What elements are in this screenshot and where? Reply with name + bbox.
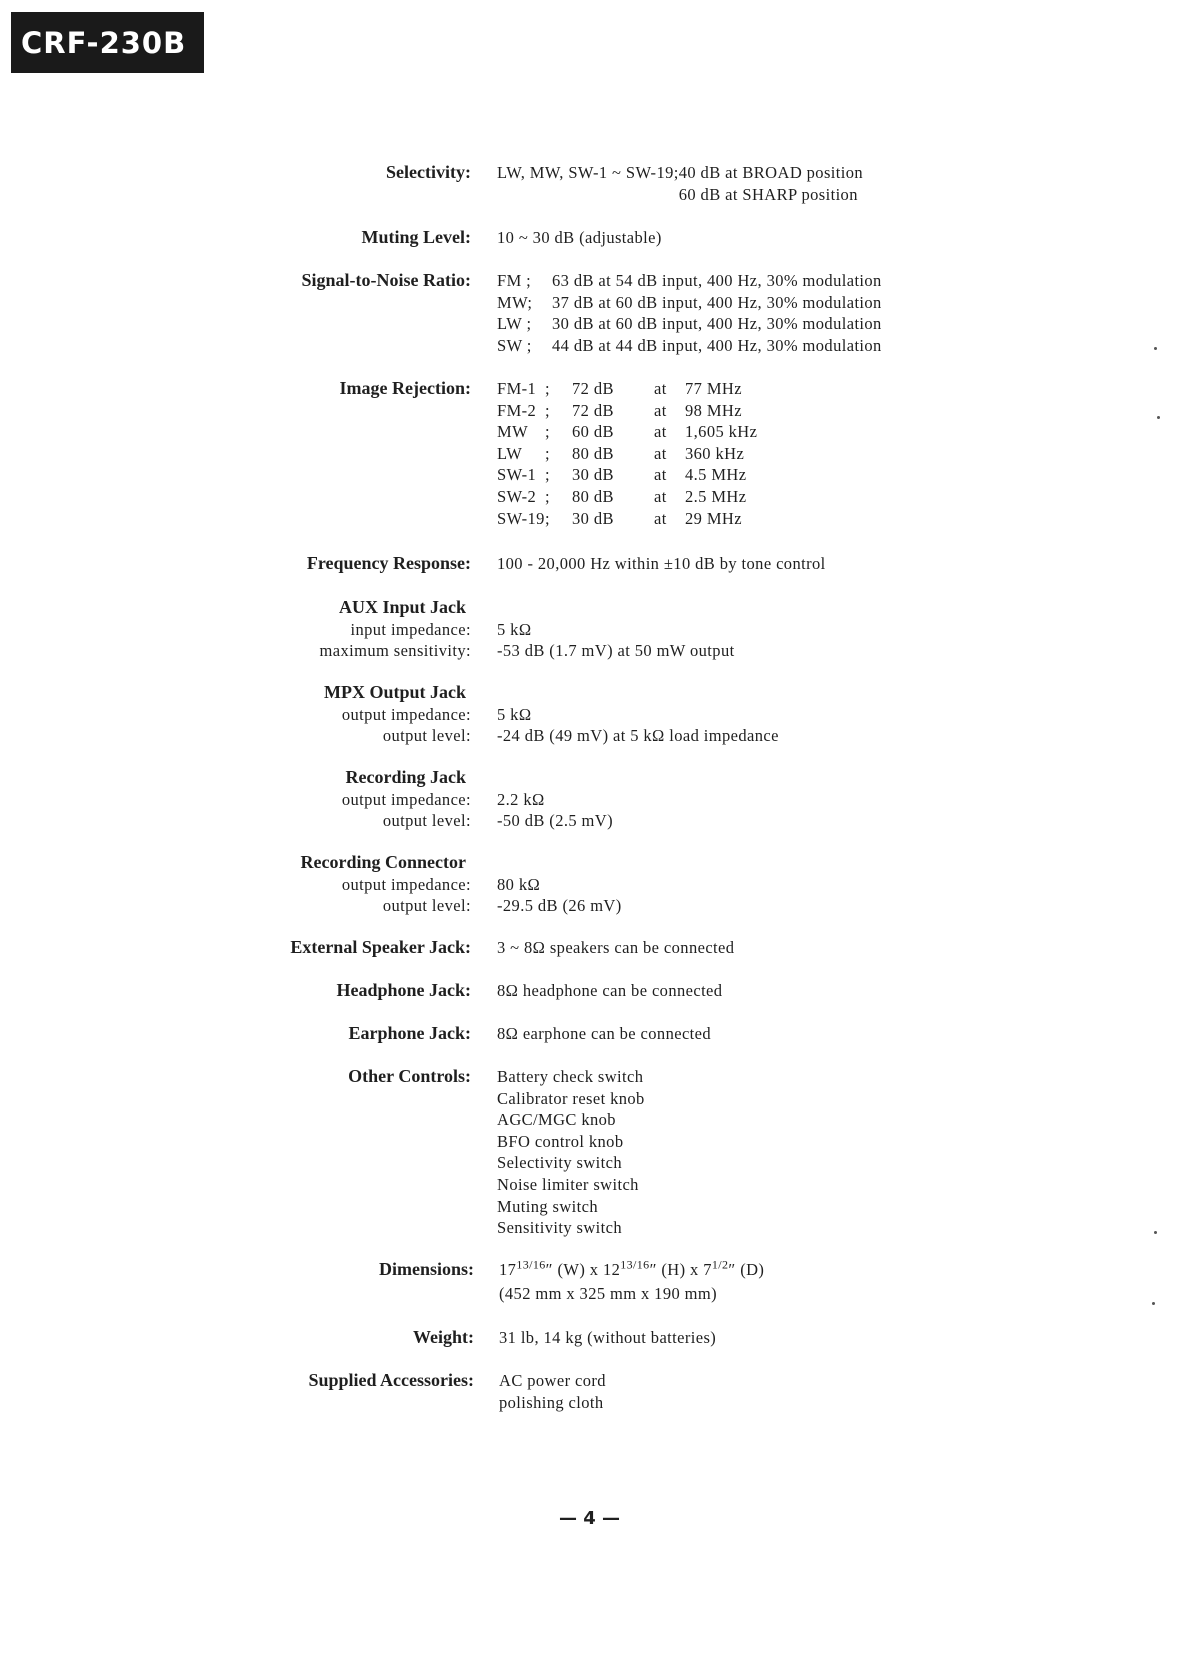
recording-connector-impedance-value: 80 kΩ	[497, 874, 541, 894]
list-item: polishing cloth	[499, 1392, 604, 1412]
recording-jack-impedance-value: 2.2 kΩ	[497, 789, 545, 809]
snr-row: FM ; 63 dB at 54 dB input, 400 Hz, 30% modulation	[497, 271, 882, 290]
headphone-label: Headphone Jack:	[336, 980, 471, 1000]
list-item: Muting switch	[497, 1196, 598, 1216]
scan-speck	[1152, 1302, 1155, 1305]
list-item: AC power cord	[499, 1371, 606, 1390]
weight-value: 31 lb, 14 kg (without batteries)	[499, 1328, 717, 1347]
snr-row: MW; 37 dB at 60 dB input, 400 Hz, 30% modulation	[497, 292, 882, 312]
image-rejection-row: FM-2 ; 72 dB at 98 MHz	[497, 400, 742, 420]
mpx-impedance-value: 5 kΩ	[497, 704, 532, 724]
spec-value	[497, 162, 863, 205]
recording-jack-label: Recording Jack	[345, 767, 466, 787]
list-item: Noise limiter switch	[497, 1174, 639, 1194]
image-rejection-row: SW-19 ; 30 dB at 29 MHz	[497, 508, 742, 528]
page-number: — 4 —	[558, 1508, 621, 1529]
mpx-level-value: -24 dB (49 mV) at 5 kΩ load impedance	[497, 726, 779, 746]
scan-speck	[1154, 1231, 1157, 1234]
external-speaker-value: 3 ~ 8Ω speakers can be connected	[497, 938, 735, 957]
recording-jack-level-value: -50 dB (2.5 mV)	[497, 811, 613, 831]
recording-connector-level-label: output level:	[382, 896, 471, 916]
snr-row: SW ; 44 dB at 44 dB input, 400 Hz, 30% modulation	[497, 335, 882, 355]
dimensions-label: Dimensions:	[378, 1259, 474, 1279]
mpx-output-label: MPX Output Jack	[323, 682, 466, 702]
scan-speck	[1154, 347, 1157, 350]
mpx-level-label: output level:	[382, 726, 471, 746]
aux-input-label: AUX Input Jack	[338, 597, 466, 617]
model-number: CRF-230B	[21, 25, 187, 60]
recording-jack-level-label: output level:	[382, 811, 471, 831]
selectivity-broad: 40 dB at BROAD position	[678, 163, 864, 182]
accessories-label: Supplied Accessories:	[308, 1370, 474, 1390]
image-rejection-row: SW-1 ; 30 dB at 4.5 MHz	[497, 465, 747, 485]
mpx-impedance-label: output impedance:	[341, 704, 471, 724]
earphone-label: Earphone Jack:	[348, 1023, 471, 1043]
aux-sensitivity-value: -53 dB (1.7 mV) at 50 mW output	[497, 641, 735, 661]
headphone-value: 8Ω headphone can be connected	[497, 981, 723, 1000]
recording-connector-level-value: -29.5 dB (26 mV)	[497, 896, 622, 916]
external-speaker-label: External Speaker Jack:	[290, 937, 471, 957]
image-rejection-row: MW ; 60 dB at 1,605 kHz	[497, 422, 758, 442]
snr-row: LW ; 30 dB at 60 dB input, 400 Hz, 30% modulation	[497, 314, 882, 334]
image-rejection-label: Image Rejection:	[339, 378, 471, 398]
list-item: Selectivity switch	[497, 1153, 622, 1173]
selectivity-bands: LW, MW, SW-1 ~ SW-19;	[497, 163, 679, 182]
list-item: Sensitivity switch	[497, 1218, 622, 1238]
aux-input-impedance-label: input impedance:	[350, 619, 471, 639]
aux-sensitivity-label: maximum sensitivity:	[319, 641, 471, 661]
muting-level-value: 10 ~ 30 dB (adjustable)	[497, 228, 662, 247]
selectivity-sharp: 60 dB at SHARP position	[678, 184, 858, 204]
recording-connector-label: Recording Connector	[300, 852, 466, 872]
dimensions-metric: (452 mm x 325 mm x 190 mm)	[499, 1283, 718, 1303]
other-controls-label: Other Controls:	[348, 1066, 471, 1086]
spec-label	[386, 162, 471, 184]
snr-label: Signal-to-Noise Ratio:	[301, 270, 471, 290]
list-item: Battery check switch	[497, 1067, 644, 1086]
list-item: Calibrator reset knob	[497, 1088, 645, 1108]
image-rejection-row: FM-1 ; 72 dB at 77 MHz	[497, 379, 742, 398]
image-rejection-row: SW-2 ; 80 dB at 2.5 MHz	[497, 486, 747, 506]
earphone-value: 8Ω earphone can be connected	[497, 1024, 712, 1043]
selectivity-label: Selectivity:	[386, 162, 471, 182]
recording-jack-impedance-label: output impedance:	[341, 789, 471, 809]
recording-connector-impedance-label: output impedance:	[341, 874, 471, 894]
image-rejection-row: LW ; 80 dB at 360 kHz	[497, 443, 745, 463]
frequency-response-label: Frequency Response:	[306, 553, 471, 573]
muting-level-label: Muting Level:	[361, 227, 471, 247]
weight-label: Weight:	[413, 1327, 474, 1347]
list-item: AGC/MGC knob	[497, 1110, 616, 1130]
model-badge	[11, 12, 204, 73]
frequency-response-value: 100 - 20,000 Hz within ±10 dB by tone control	[497, 554, 826, 573]
dimensions-imperial: $17^{13/16}''$ (W) x $12^{13/16}''$ (H) x $7^{1/2}''$ (D)	[499, 1257, 765, 1279]
aux-input-impedance-value: 5 kΩ	[497, 619, 532, 639]
scan-speck	[1157, 416, 1160, 419]
list-item: BFO control knob	[497, 1131, 624, 1151]
